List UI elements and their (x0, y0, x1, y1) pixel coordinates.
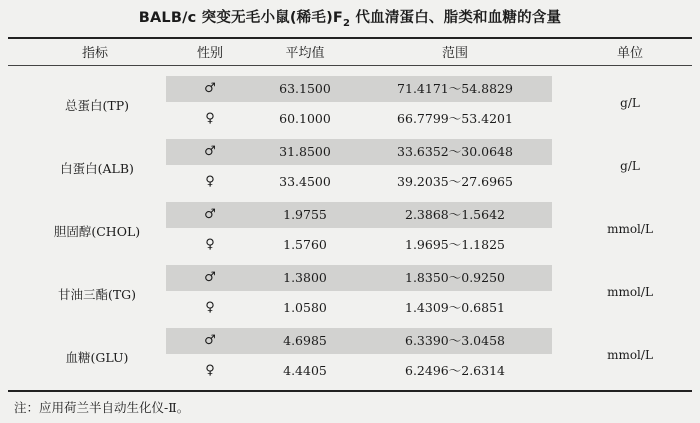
title-main: BALB/c 突变无毛小鼠(稀毛)F (138, 10, 344, 26)
sex-male-icon: ♂ (204, 81, 216, 96)
header-indicator: 指标 (81, 46, 108, 61)
sex-female-icon: ♀ (205, 363, 215, 378)
range-female: 6.2496～2.6314 (405, 363, 505, 378)
bottom-rule (8, 390, 692, 392)
table-title (0, 6, 700, 29)
header-mean: 平均值 (285, 46, 325, 61)
sex-male-icon: ♂ (204, 333, 216, 348)
range-male: 6.3390～3.0458 (405, 333, 505, 348)
indicator-label: 胆固醇(CHOL) (53, 224, 141, 239)
unit-label: g/L (620, 159, 640, 173)
mean-female: 60.1000 (279, 111, 331, 126)
range-female: 39.2035～27.6965 (397, 174, 513, 189)
unit-label: mmol/L (607, 285, 653, 299)
mean-female: 33.4500 (279, 174, 331, 189)
indicator-label: 总蛋白(TP) (64, 98, 129, 113)
mean-male: 63.1500 (279, 81, 331, 96)
range-female: 66.7799～53.4201 (397, 111, 513, 126)
header-unit: 单位 (616, 46, 643, 61)
table-note: 注：应用荷兰半自动生化仪-Ⅱ。 (14, 400, 190, 415)
header-rule (8, 65, 692, 66)
unit-label: g/L (620, 96, 640, 110)
mean-female: 1.5760 (283, 237, 327, 252)
mean-male: 1.3800 (283, 270, 327, 285)
header-sex: 性别 (196, 46, 223, 61)
mean-male: 1.9755 (283, 207, 327, 222)
range-male: 71.4171～54.8829 (397, 81, 513, 96)
mean-male: 4.6985 (283, 333, 327, 348)
title-subscript: 2 (343, 17, 351, 29)
range-male: 33.6352～30.0648 (397, 144, 513, 159)
sex-female-icon: ♀ (205, 237, 215, 252)
mean-female: 1.0580 (283, 300, 327, 315)
header-range: 范围 (441, 46, 468, 61)
unit-label: mmol/L (607, 222, 653, 236)
title-rest: 代血清蛋白、脂类和血糖的含量 (350, 10, 562, 26)
unit-label: mmol/L (607, 348, 653, 362)
mean-female: 4.4405 (283, 363, 327, 378)
sex-female-icon: ♀ (205, 300, 215, 315)
range-male: 2.3868～1.5642 (405, 207, 505, 222)
sex-male-icon: ♂ (204, 270, 216, 285)
sex-male-icon: ♂ (204, 144, 216, 159)
range-female: 1.4309～0.6851 (405, 300, 505, 315)
indicator-label: 白蛋白(ALB) (60, 161, 134, 176)
indicator-label: 甘油三酯(TG) (57, 287, 137, 302)
range-female: 1.9695～1.1825 (405, 237, 505, 252)
sex-male-icon: ♂ (204, 207, 216, 222)
top-rule (8, 37, 692, 39)
mean-male: 31.8500 (279, 144, 331, 159)
sex-female-icon: ♀ (205, 111, 215, 126)
range-male: 1.8350～0.9250 (405, 270, 505, 285)
sex-female-icon: ♀ (205, 174, 215, 189)
indicator-label: 血糖(GLU) (65, 350, 129, 365)
